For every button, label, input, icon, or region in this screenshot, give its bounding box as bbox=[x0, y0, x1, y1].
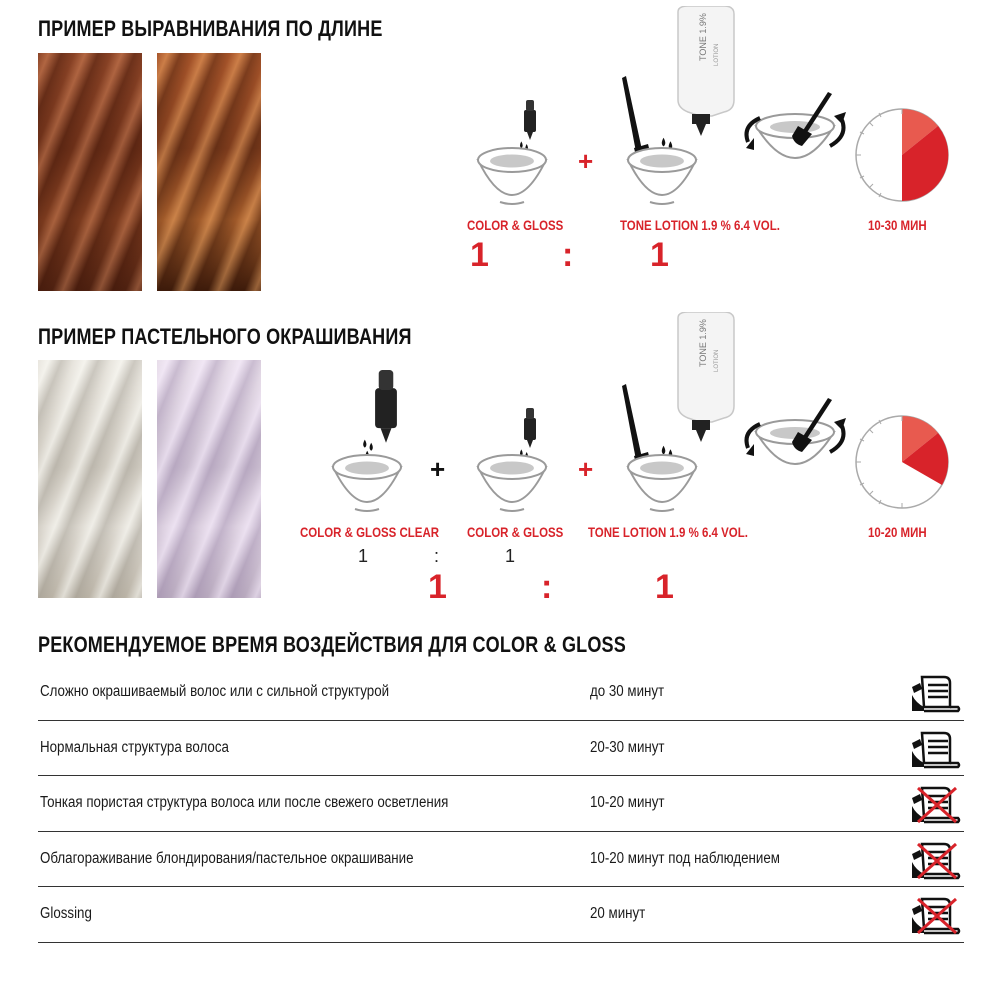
row-description: Glossing bbox=[40, 905, 92, 922]
plus-sign: + bbox=[578, 454, 594, 484]
heat-cap-icon bbox=[910, 729, 962, 769]
color-gloss-bottle-icon bbox=[518, 408, 542, 452]
hair-before-photo bbox=[38, 53, 142, 291]
ratio-left: 1 bbox=[428, 568, 447, 606]
timer-icon bbox=[852, 105, 952, 205]
hair-before-photo bbox=[38, 360, 142, 598]
label-time: 10-30 МИН bbox=[868, 217, 927, 233]
row-time: 20 минут bbox=[590, 905, 646, 922]
row-time: до 30 минут bbox=[590, 683, 665, 700]
label-color-gloss: COLOR & GLOSS bbox=[467, 217, 564, 233]
row-description: Облагораживание блондирования/пастельное окрашивание bbox=[40, 849, 414, 867]
heat-cap-icon bbox=[910, 673, 962, 713]
label-tone-lotion: TONE LOTION 1.9 % 6.4 VOL. bbox=[620, 217, 780, 233]
table-row bbox=[38, 832, 964, 888]
row-description: Сложно окрашиваемый волос или с сильной структурой bbox=[40, 683, 390, 700]
ratio-sep: : bbox=[541, 568, 553, 606]
tone-lotion-bottle-icon bbox=[666, 6, 736, 136]
row-time: 10-20 минут bbox=[590, 794, 665, 811]
ratio-right: 1 bbox=[650, 236, 669, 274]
row-time: 10-20 минут под наблюдением bbox=[590, 849, 780, 867]
table-row bbox=[38, 721, 964, 777]
exposure-time-table bbox=[38, 665, 964, 943]
table-row bbox=[38, 665, 964, 721]
mixing-icon bbox=[740, 90, 850, 180]
sub-ratio-right: 1 bbox=[505, 546, 516, 566]
row-description: Нормальная структура волоса bbox=[40, 738, 229, 756]
label-time: 10-20 МИН bbox=[868, 524, 927, 540]
ratio-right: 1 bbox=[655, 568, 674, 606]
hair-after-photo bbox=[157, 53, 261, 291]
label-color-gloss: COLOR & GLOSS bbox=[467, 524, 564, 540]
section2-title: ПРИМЕР ПАСТЕЛЬНОГО ОКРАШИВАНИЯ bbox=[38, 324, 412, 349]
sub-ratio-sep: : bbox=[434, 546, 440, 566]
bowl-icon bbox=[622, 447, 702, 517]
ratio-left: 1 bbox=[470, 236, 489, 274]
table-row bbox=[38, 887, 964, 943]
no-heat-cap-icon bbox=[910, 895, 962, 935]
sub-ratio-left: 1 bbox=[358, 546, 369, 566]
bowl-icon bbox=[327, 447, 407, 517]
no-heat-cap-icon bbox=[910, 784, 962, 824]
table-title: РЕКОМЕНДУЕМОЕ ВРЕМЯ ВОЗДЕЙСТВИЯ ДЛЯ COLOR & GLOSS bbox=[38, 632, 626, 657]
label-tone-lotion: TONE LOTION 1.9 % 6.4 VOL. bbox=[588, 524, 748, 540]
row-description: Тонкая пористая структура волоса или после свежего осветления bbox=[40, 794, 449, 811]
hair-after-photo bbox=[157, 360, 261, 598]
tone-lotion-bottle-icon bbox=[666, 312, 736, 442]
plus-sign: + bbox=[430, 454, 446, 484]
plus-sign: + bbox=[578, 146, 594, 176]
ratio-sep: : bbox=[562, 236, 574, 274]
label-color-gloss-clear: COLOR & GLOSS CLEAR bbox=[300, 524, 440, 540]
bowl-icon bbox=[472, 140, 552, 210]
bowl-icon bbox=[622, 140, 702, 210]
no-heat-cap-icon bbox=[910, 840, 962, 880]
table-row bbox=[38, 776, 964, 832]
section1-title: ПРИМЕР ВЫРАВНИВАНИЯ ПО ДЛИНЕ bbox=[38, 16, 383, 41]
timer-icon bbox=[852, 412, 952, 512]
color-gloss-bottle-icon bbox=[518, 100, 542, 144]
row-time: 20-30 минут bbox=[590, 738, 665, 756]
bowl-icon bbox=[472, 447, 552, 517]
mixing-icon bbox=[740, 396, 850, 486]
